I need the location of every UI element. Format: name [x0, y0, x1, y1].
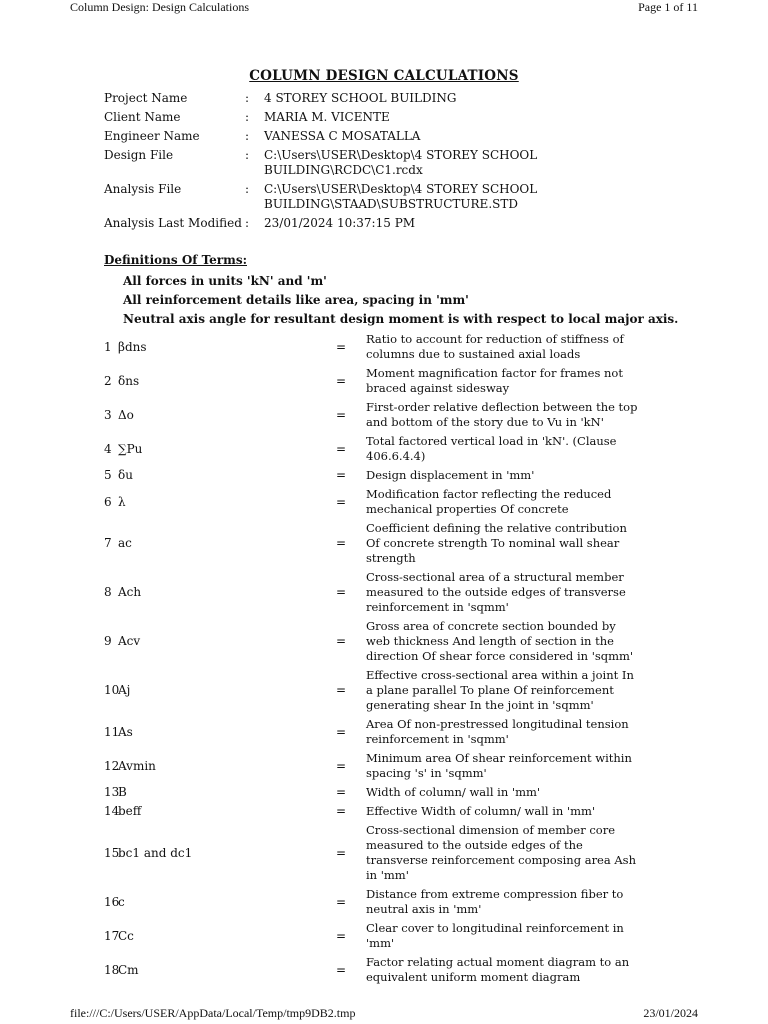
term-description: Effective cross-sectional area within a joint In a plane parallel To plane Of reinforcement generating shear In the joint in 'sqmm' — [366, 668, 634, 712]
term-number: 6 — [104, 494, 112, 509]
term-row — [104, 668, 674, 713]
term-description: Effective Width of column/ wall in 'mm' — [366, 804, 596, 818]
info-value: C:\Users\USER\Desktop\4 STOREY SCHOOL BUILDING\STAAD\SUBSTRUCTURE.STD — [264, 182, 538, 211]
term-description: Cross-sectional area of a structural member measured to the outside edges of transverse reinforcement in 'sqmm' — [366, 570, 626, 614]
term-equals: = — [336, 634, 347, 648]
header-title: Column Design: Design Calculations — [70, 0, 249, 14]
term-description: Clear cover to longitudinal reinforcement in 'mm' — [366, 921, 624, 950]
term-number: 10 — [104, 683, 120, 697]
term-symbol: Avmin — [118, 758, 156, 773]
info-row-project-name — [104, 91, 574, 106]
note-line: All reinforcement details like area, spacing in 'mm' — [123, 293, 469, 307]
term-symbol: As — [118, 724, 133, 739]
info-label: Analysis File — [104, 182, 182, 196]
info-value: VANESSA C MOSATALLA — [264, 129, 421, 143]
term-number: 9 — [104, 634, 112, 648]
term-symbol: c — [118, 894, 125, 909]
term-number: 12 — [104, 758, 120, 773]
page-footer — [70, 1006, 698, 1024]
term-description: Ratio to account for reduction of stiffness of columns due to sustained axial loads — [366, 332, 624, 361]
term-description: Moment magnification factor for frames not braced against sidesway — [366, 366, 623, 395]
term-symbol: B — [118, 785, 127, 799]
term-symbol: ∑Pu — [118, 441, 143, 456]
term-equals: = — [336, 758, 347, 773]
term-symbol: Cc — [118, 928, 134, 943]
footer-file-path: file:///C:/Users/USER/AppData/Local/Temp/tmp9DB2.tmp — [70, 1006, 356, 1020]
definitions-heading: Definitions Of Terms: — [104, 253, 247, 267]
term-number: 14 — [104, 804, 120, 818]
term-equals: = — [336, 407, 347, 422]
info-label: Analysis Last Modified — [104, 216, 242, 230]
page-header — [70, 0, 698, 16]
term-row — [104, 468, 674, 483]
term-row — [104, 804, 674, 819]
term-description: Cross-sectional dimension of member core measured to the outside edges of the transverse reinforcement composing area Ash in 'mm' — [366, 823, 636, 882]
term-row — [104, 619, 674, 664]
term-equals: = — [336, 468, 347, 482]
term-row — [104, 717, 674, 747]
info-label: Design File — [104, 148, 174, 162]
term-row — [104, 521, 674, 566]
term-row — [104, 921, 674, 951]
term-symbol: Ach — [118, 585, 142, 599]
term-symbol: bc1 and dc1 — [118, 845, 193, 860]
term-row — [104, 434, 674, 464]
term-symbol: δns — [118, 373, 140, 388]
term-description: Coefficient defining the relative contribution Of concrete strength To nominal wall shear strength — [366, 521, 627, 565]
term-equals: = — [336, 683, 347, 697]
term-equals: = — [336, 928, 347, 943]
term-number: 2 — [104, 373, 112, 388]
term-description: Modification factor reflecting the reduced mechanical properties Of concrete — [366, 487, 612, 516]
term-number: 17 — [104, 928, 120, 943]
footer-date: 23/01/2024 — [643, 1006, 698, 1020]
term-description: Distance from extreme compression fiber to neutral axis in 'mm' — [366, 887, 624, 916]
term-number: 16 — [104, 894, 120, 909]
term-equals: = — [336, 804, 347, 818]
term-description: Total factored vertical load in 'kN'. (Clause 406.6.4.4) — [366, 434, 617, 463]
term-description: Minimum area Of shear reinforcement within spacing 's' in 'sqmm' — [366, 751, 632, 780]
term-equals: = — [336, 536, 347, 550]
info-label: Engineer Name — [104, 129, 200, 143]
term-symbol: Cm — [118, 962, 139, 977]
term-number: 5 — [104, 468, 112, 482]
info-row-design-file — [104, 148, 574, 178]
term-symbol: βdns — [118, 339, 147, 354]
term-description: First-order relative deflection between the top and bottom of the story due to Vu in 'kN' — [366, 400, 638, 429]
term-number: 8 — [104, 585, 112, 599]
term-symbol: Aj — [118, 683, 131, 697]
term-symbol: beff — [118, 804, 142, 818]
term-symbol: Δo — [118, 407, 134, 422]
document-title: COLUMN DESIGN CALCULATIONS — [249, 68, 519, 84]
term-number: 15 — [104, 845, 120, 860]
term-row — [104, 332, 674, 362]
definitions-list — [104, 332, 674, 989]
term-row — [104, 366, 674, 396]
term-equals: = — [336, 441, 347, 456]
info-row-client-name — [104, 110, 574, 125]
term-row — [104, 400, 674, 430]
term-number: 13 — [104, 785, 120, 799]
term-equals: = — [336, 585, 347, 599]
info-label: Project Name — [104, 91, 188, 105]
info-colon: : — [245, 91, 250, 105]
term-symbol: ac — [118, 536, 132, 550]
info-colon: : — [245, 110, 250, 124]
term-description: Gross area of concrete section bounded by web thickness And length of section in the direction Of shear force considered in 'sqmm' — [366, 619, 634, 663]
project-info — [104, 91, 574, 235]
term-symbol: λ — [118, 494, 126, 509]
term-description: Design displacement in 'mm' — [366, 468, 535, 482]
term-number: 4 — [104, 441, 112, 456]
term-equals: = — [336, 845, 347, 860]
term-equals: = — [336, 373, 347, 388]
term-description: Area Of non-prestressed longitudinal tension reinforcement in 'sqmm' — [366, 717, 629, 746]
note-line: All forces in units 'kN' and 'm' — [123, 274, 327, 288]
term-equals: = — [336, 724, 347, 739]
info-label: Client Name — [104, 110, 181, 124]
info-value: 23/01/2024 10:37:15 PM — [264, 216, 416, 230]
term-row — [104, 751, 674, 781]
term-symbol: Acv — [118, 634, 141, 648]
term-equals: = — [336, 494, 347, 509]
term-description: Width of column/ wall in 'mm' — [366, 785, 541, 799]
term-number: 1 — [104, 339, 112, 354]
term-equals: = — [336, 785, 347, 799]
term-row — [104, 887, 674, 917]
term-row — [104, 823, 674, 883]
term-number: 7 — [104, 536, 112, 550]
info-colon: : — [245, 216, 250, 230]
info-value: MARIA M. VICENTE — [264, 110, 390, 124]
page-number: Page 1 of 11 — [638, 0, 698, 14]
term-number: 3 — [104, 407, 112, 422]
term-number: 11 — [104, 724, 120, 739]
info-row-analysis-file — [104, 182, 574, 212]
info-row-analysis-last-modified — [104, 216, 574, 231]
unit-notes — [123, 272, 678, 329]
info-colon: : — [245, 129, 250, 143]
info-colon: : — [245, 182, 250, 196]
term-row — [104, 487, 674, 517]
note-line: Neutral axis angle for resultant design moment is with respect to local major axis. — [123, 312, 679, 326]
term-row — [104, 570, 674, 615]
term-description: Factor relating actual moment diagram to an equivalent uniform moment diagram — [366, 955, 630, 984]
info-colon: : — [245, 148, 250, 162]
info-value: C:\Users\USER\Desktop\4 STOREY SCHOOL BUILDING\RCDC\C1.rcdx — [264, 148, 538, 177]
term-number: 18 — [104, 962, 120, 977]
term-equals: = — [336, 339, 347, 354]
term-equals: = — [336, 894, 347, 909]
info-value: 4 STOREY SCHOOL BUILDING — [264, 91, 457, 105]
term-equals: = — [336, 962, 347, 977]
term-symbol: δu — [118, 468, 133, 482]
term-row — [104, 955, 674, 985]
info-row-engineer-name — [104, 129, 574, 144]
term-row — [104, 785, 674, 800]
